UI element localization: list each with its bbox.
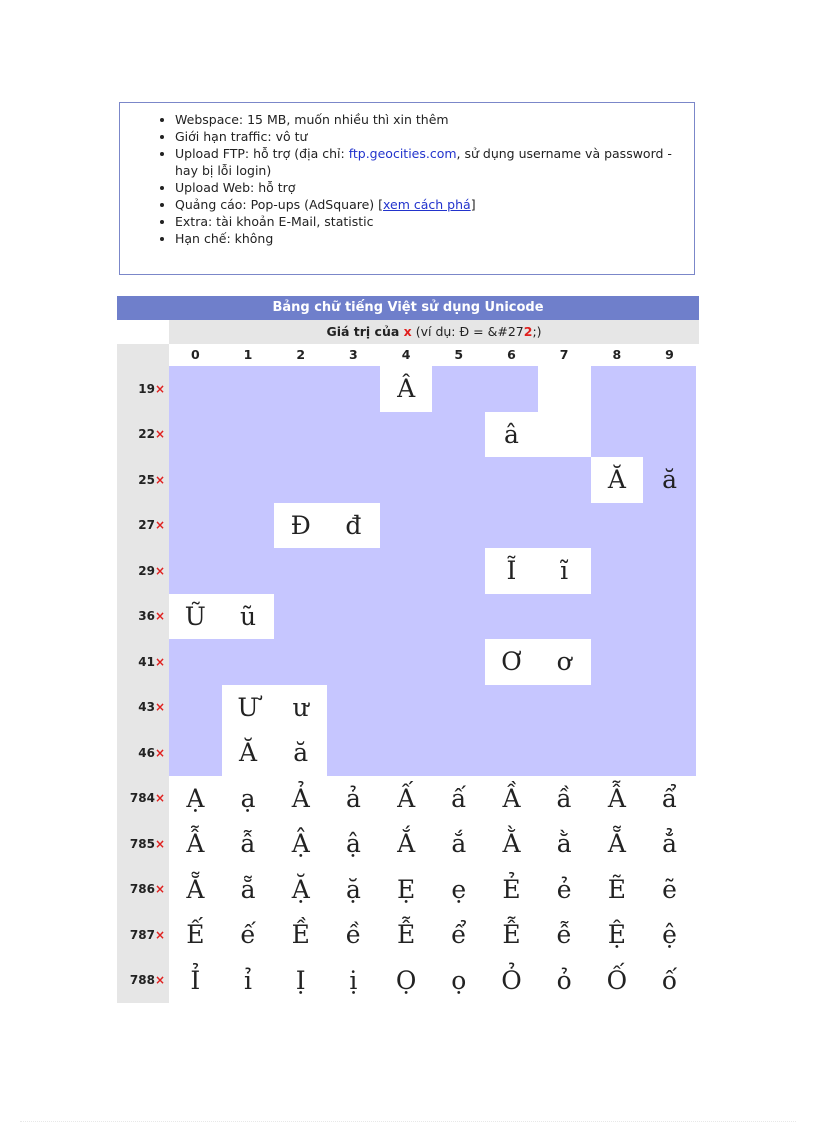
character-cell: Â bbox=[380, 366, 433, 412]
row-label bbox=[117, 503, 169, 549]
character-cell: ề bbox=[327, 912, 380, 958]
row-label-x-mark: × bbox=[154, 882, 165, 897]
row-label bbox=[117, 685, 169, 731]
character-cell: Ẵ bbox=[591, 821, 644, 867]
row-label-x-mark: × bbox=[154, 973, 165, 988]
subtitle-end: ;) bbox=[532, 324, 542, 339]
character-cell bbox=[538, 685, 591, 731]
character-cell bbox=[380, 594, 433, 640]
character-cell: ơ bbox=[538, 639, 591, 685]
character-cell bbox=[432, 639, 485, 685]
table-subtitle-row bbox=[117, 320, 699, 344]
character-cell: Ễ bbox=[380, 912, 433, 958]
row-label-x-mark: × bbox=[154, 927, 165, 942]
character-cell: Ă bbox=[222, 730, 275, 776]
row-label-x-mark: × bbox=[154, 381, 165, 396]
character-cell: â bbox=[485, 412, 538, 458]
character-cell bbox=[169, 457, 222, 503]
character-cell: ẽ bbox=[643, 867, 696, 913]
info-item: • Giới hạn traffic: vô tư bbox=[175, 128, 694, 145]
row-label-number: 27 bbox=[138, 518, 155, 533]
subtitle-example: (ví dụ: Đ = &#27 bbox=[411, 324, 524, 339]
character-cell: Ẫ bbox=[591, 776, 644, 822]
character-cell: ĩ bbox=[538, 548, 591, 594]
character-cell bbox=[432, 548, 485, 594]
character-cell bbox=[538, 412, 591, 458]
character-cell bbox=[591, 730, 644, 776]
character-cell: Ẫ bbox=[169, 821, 222, 867]
character-cell: ẻ bbox=[538, 867, 591, 913]
character-cell bbox=[643, 639, 696, 685]
row-label-x-mark: × bbox=[154, 700, 165, 715]
character-cell bbox=[380, 503, 433, 549]
character-cell bbox=[591, 366, 644, 412]
row-label-x-mark: × bbox=[154, 745, 165, 760]
character-cell: Ẽ bbox=[591, 867, 644, 913]
character-cell: Ầ bbox=[485, 776, 538, 822]
character-cell bbox=[222, 548, 275, 594]
info-item bbox=[175, 145, 694, 179]
row-label-x-mark: × bbox=[154, 654, 165, 669]
character-cell: ễ bbox=[538, 912, 591, 958]
character-cell bbox=[432, 412, 485, 458]
character-cell: ấ bbox=[432, 776, 485, 822]
character-cell bbox=[222, 366, 275, 412]
column-header: 4 bbox=[380, 344, 433, 366]
row-label-number: 36 bbox=[138, 609, 155, 624]
character-cell bbox=[485, 366, 538, 412]
character-cell bbox=[380, 639, 433, 685]
row-label bbox=[117, 867, 169, 913]
character-cell: ư bbox=[274, 685, 327, 731]
character-cell bbox=[591, 503, 644, 549]
row-label bbox=[117, 366, 169, 412]
character-cell: Ậ bbox=[274, 821, 327, 867]
character-cell bbox=[591, 594, 644, 640]
character-cell: Ơ bbox=[485, 639, 538, 685]
character-cell: ẹ bbox=[432, 867, 485, 913]
grid-corner bbox=[117, 344, 169, 366]
row-label bbox=[117, 594, 169, 640]
character-cell bbox=[327, 594, 380, 640]
ftp-address-link[interactable]: ftp.geocities.com bbox=[348, 146, 457, 161]
column-header: 2 bbox=[274, 344, 327, 366]
character-cell: Ẹ bbox=[380, 867, 433, 913]
character-cell bbox=[591, 639, 644, 685]
row-label-x-mark: × bbox=[154, 563, 165, 578]
character-cell: ặ bbox=[327, 867, 380, 913]
character-cell: Ă bbox=[591, 457, 644, 503]
row-label bbox=[117, 730, 169, 776]
character-cell bbox=[380, 548, 433, 594]
character-cell: ậ bbox=[327, 821, 380, 867]
character-cell: ẳ bbox=[643, 821, 696, 867]
character-cell bbox=[643, 366, 696, 412]
row-label-number: 29 bbox=[138, 563, 155, 578]
row-label-x-mark: × bbox=[154, 518, 165, 533]
column-header: 3 bbox=[327, 344, 380, 366]
subtitle-spacer bbox=[117, 320, 169, 344]
character-cell bbox=[327, 412, 380, 458]
character-cell bbox=[327, 457, 380, 503]
character-cell: ũ bbox=[222, 594, 275, 640]
table-subtitle bbox=[169, 320, 699, 344]
row-label bbox=[117, 548, 169, 594]
character-cell: ả bbox=[327, 776, 380, 822]
character-cell bbox=[327, 639, 380, 685]
subtitle-x-mark: x bbox=[403, 324, 412, 339]
character-cell bbox=[169, 685, 222, 731]
row-label bbox=[117, 912, 169, 958]
column-header: 0 bbox=[169, 344, 222, 366]
character-cell bbox=[485, 503, 538, 549]
character-cell: Ễ bbox=[485, 912, 538, 958]
character-cell: ầ bbox=[538, 776, 591, 822]
character-cell: ạ bbox=[222, 776, 275, 822]
character-cell: Ố bbox=[591, 958, 644, 1004]
subtitle-text: Giá trị của bbox=[326, 324, 404, 339]
character-cell: Ị bbox=[274, 958, 327, 1004]
hosting-info-list bbox=[120, 103, 694, 247]
character-cell: Ũ bbox=[169, 594, 222, 640]
info-item: • Hạn chế: không bbox=[175, 230, 694, 247]
character-cell: Ỉ bbox=[169, 958, 222, 1004]
character-cell: ọ bbox=[432, 958, 485, 1004]
subtitle-red-digit: 2 bbox=[523, 324, 533, 339]
character-cell bbox=[380, 457, 433, 503]
character-cell: ỏ bbox=[538, 958, 591, 1004]
character-grid bbox=[117, 344, 699, 1003]
character-cell: Ẻ bbox=[485, 867, 538, 913]
column-header: 1 bbox=[222, 344, 275, 366]
character-cell bbox=[222, 457, 275, 503]
row-label-number: 784 bbox=[129, 791, 155, 806]
character-cell: Ệ bbox=[591, 912, 644, 958]
character-cell: Ạ bbox=[169, 776, 222, 822]
info-item-text: Upload FTP: hỗ trợ (địa chỉ: bbox=[175, 146, 349, 161]
character-cell bbox=[538, 594, 591, 640]
info-item bbox=[175, 196, 694, 213]
character-cell bbox=[222, 503, 275, 549]
row-label-number: 788 bbox=[129, 973, 155, 988]
character-cell bbox=[380, 412, 433, 458]
unicode-table bbox=[117, 296, 699, 1003]
row-label bbox=[117, 958, 169, 1004]
character-cell bbox=[432, 366, 485, 412]
row-label-x-mark: × bbox=[154, 836, 165, 851]
page-divider bbox=[20, 1121, 796, 1122]
character-cell bbox=[485, 457, 538, 503]
table-title: Bảng chữ tiếng Việt sử dụng Unicode bbox=[117, 296, 699, 320]
character-cell: ằ bbox=[538, 821, 591, 867]
info-item: • Extra: tài khoản E-Mail, statistic bbox=[175, 213, 694, 230]
character-cell bbox=[327, 548, 380, 594]
character-cell bbox=[274, 594, 327, 640]
row-label-number: 25 bbox=[138, 472, 155, 487]
character-cell: ệ bbox=[643, 912, 696, 958]
character-cell bbox=[643, 594, 696, 640]
character-cell: Ế bbox=[169, 912, 222, 958]
row-label-number: 785 bbox=[129, 836, 155, 851]
character-cell: đ bbox=[327, 503, 380, 549]
character-cell bbox=[485, 594, 538, 640]
character-cell bbox=[485, 685, 538, 731]
character-cell bbox=[169, 366, 222, 412]
character-cell bbox=[538, 457, 591, 503]
character-cell bbox=[274, 548, 327, 594]
column-header: 8 bbox=[591, 344, 644, 366]
character-cell bbox=[222, 412, 275, 458]
character-cell bbox=[485, 730, 538, 776]
character-cell: Đ bbox=[274, 503, 327, 549]
character-cell bbox=[169, 639, 222, 685]
character-cell bbox=[222, 639, 275, 685]
row-label-number: 46 bbox=[138, 745, 155, 760]
character-cell bbox=[591, 548, 644, 594]
character-cell: ể bbox=[432, 912, 485, 958]
character-cell bbox=[432, 457, 485, 503]
hosting-info-box bbox=[119, 102, 695, 275]
character-cell bbox=[591, 685, 644, 731]
info-item: • Webspace: 15 MB, muốn nhiều thì xin thêm bbox=[175, 111, 694, 128]
column-header: 9 bbox=[643, 344, 696, 366]
character-cell bbox=[274, 639, 327, 685]
character-cell bbox=[432, 730, 485, 776]
character-cell bbox=[380, 730, 433, 776]
character-cell bbox=[643, 548, 696, 594]
character-cell bbox=[591, 412, 644, 458]
row-label-number: 41 bbox=[138, 654, 155, 669]
character-cell: Ĩ bbox=[485, 548, 538, 594]
row-label bbox=[117, 412, 169, 458]
character-cell bbox=[274, 457, 327, 503]
info-item: • Upload Web: hỗ trợ bbox=[175, 179, 694, 196]
character-cell: Ằ bbox=[485, 821, 538, 867]
character-cell bbox=[327, 730, 380, 776]
character-cell: Ặ bbox=[274, 867, 327, 913]
character-cell bbox=[169, 412, 222, 458]
character-cell: Ấ bbox=[380, 776, 433, 822]
character-cell: ế bbox=[222, 912, 275, 958]
row-label bbox=[117, 457, 169, 503]
character-cell: ố bbox=[643, 958, 696, 1004]
character-cell bbox=[643, 730, 696, 776]
xem-cach-pha-link[interactable]: xem cách phá bbox=[383, 197, 471, 212]
character-cell bbox=[538, 503, 591, 549]
character-cell: Ề bbox=[274, 912, 327, 958]
info-item-text: Quảng cáo: Pop-ups (AdSquare) [ bbox=[175, 197, 384, 212]
character-cell: ẫ bbox=[222, 821, 275, 867]
character-cell bbox=[538, 730, 591, 776]
character-cell: ẵ bbox=[222, 867, 275, 913]
character-cell: ị bbox=[327, 958, 380, 1004]
row-label-number: 787 bbox=[129, 927, 155, 942]
character-cell bbox=[169, 548, 222, 594]
row-label-number: 43 bbox=[138, 700, 155, 715]
row-label-number: 22 bbox=[138, 427, 155, 442]
row-label-number: 786 bbox=[129, 882, 155, 897]
row-label-x-mark: × bbox=[154, 472, 165, 487]
character-cell: ẩ bbox=[643, 776, 696, 822]
row-label bbox=[117, 639, 169, 685]
column-header: 5 bbox=[432, 344, 485, 366]
column-header: 7 bbox=[538, 344, 591, 366]
character-cell bbox=[643, 412, 696, 458]
character-cell: Ư bbox=[222, 685, 275, 731]
row-label-x-mark: × bbox=[154, 609, 165, 624]
character-cell bbox=[327, 685, 380, 731]
character-cell: Ắ bbox=[380, 821, 433, 867]
character-cell: ỉ bbox=[222, 958, 275, 1004]
character-cell: ă bbox=[643, 457, 696, 503]
character-cell: Ỏ bbox=[485, 958, 538, 1004]
character-cell bbox=[643, 685, 696, 731]
character-cell bbox=[643, 503, 696, 549]
character-cell: ắ bbox=[432, 821, 485, 867]
column-header: 6 bbox=[485, 344, 538, 366]
character-cell bbox=[327, 366, 380, 412]
row-label-x-mark: × bbox=[154, 791, 165, 806]
character-cell bbox=[432, 503, 485, 549]
row-label bbox=[117, 776, 169, 822]
character-cell bbox=[380, 685, 433, 731]
character-cell bbox=[274, 412, 327, 458]
character-cell: ă bbox=[274, 730, 327, 776]
character-cell: Ẵ bbox=[169, 867, 222, 913]
info-item-text: , sử dụng username và password - hay bị lỗi login) bbox=[175, 146, 672, 178]
info-item-text: ] bbox=[470, 197, 476, 212]
character-cell bbox=[169, 730, 222, 776]
character-cell: Ả bbox=[274, 776, 327, 822]
character-cell bbox=[432, 685, 485, 731]
character-cell: Ọ bbox=[380, 958, 433, 1004]
character-cell bbox=[432, 594, 485, 640]
row-label bbox=[117, 821, 169, 867]
row-label-number: 19 bbox=[138, 381, 155, 396]
character-cell bbox=[538, 366, 591, 412]
row-label-x-mark: × bbox=[154, 427, 165, 442]
character-cell bbox=[169, 503, 222, 549]
character-cell bbox=[274, 366, 327, 412]
